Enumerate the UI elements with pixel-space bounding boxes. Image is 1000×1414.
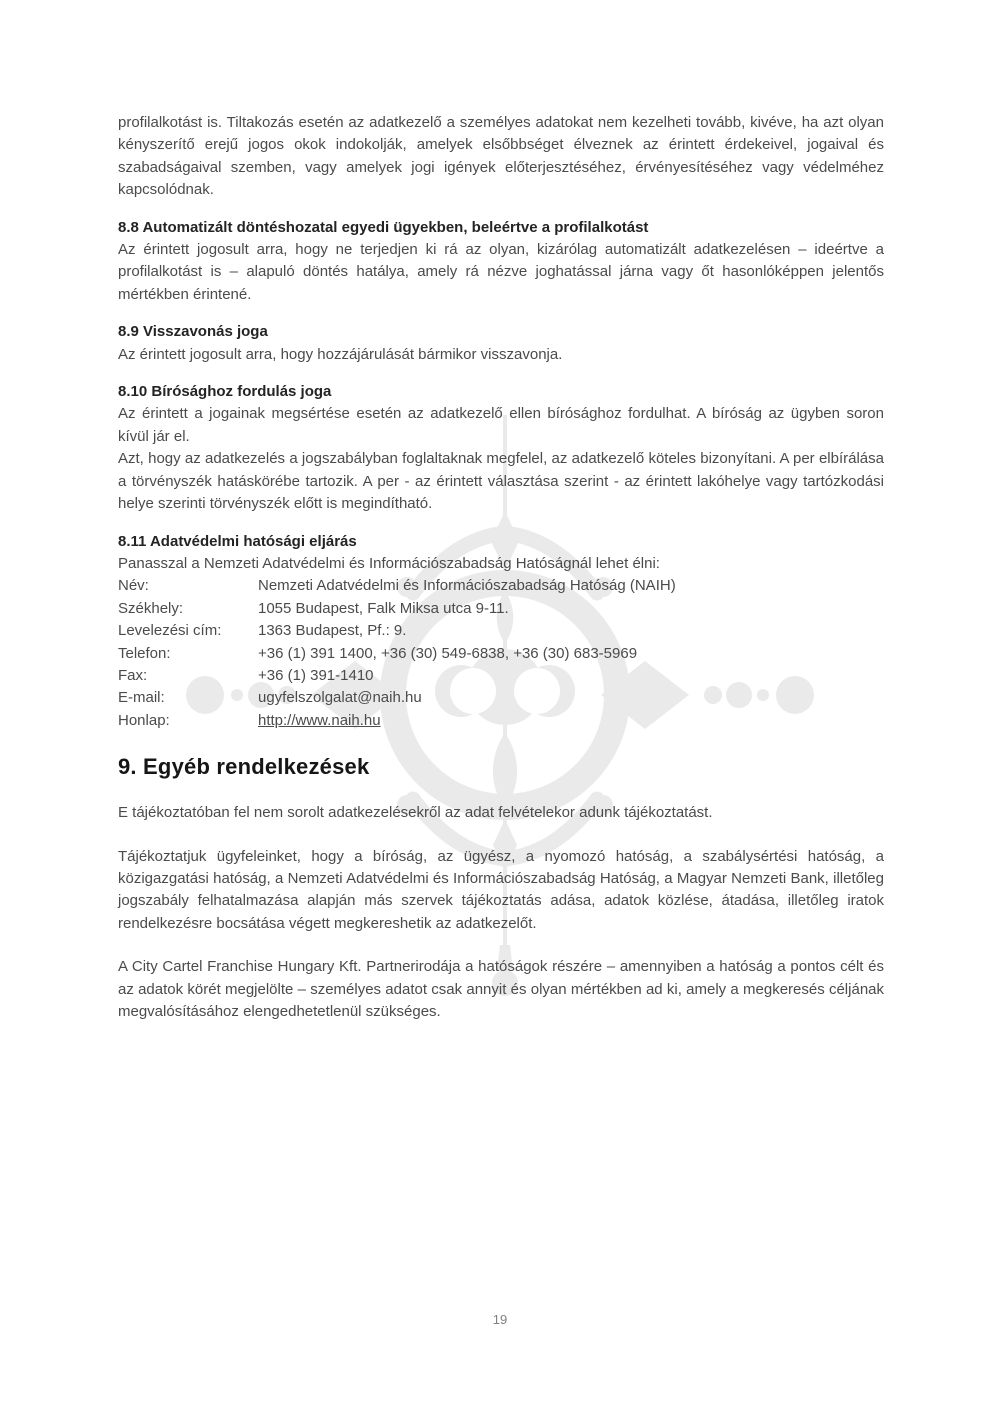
chapter-9-paragraph-3: A City Cartel Franchise Hungary Kft. Partnerirodája a hatóságok részére – amennyiben a hatóság a pontos célt és az adatok körét megjelölte – személyes adatot csak annyit és olyan mértékben ad ki, amely a megkeresés céljának megvalósításához elengedhetetlenül szükséges. xyxy=(118,958,884,1020)
contact-label: E-mail: xyxy=(118,689,165,707)
contact-row-phone xyxy=(118,643,884,665)
section-8-11-intro: Panasszal a Nemzeti Adatvédelmi és Információszabadság Hatóságnál lehet élni: xyxy=(118,554,660,572)
contact-row-name xyxy=(118,575,884,597)
contact-value: Nemzeti Adatvédelmi és Információszabadság Hatóság (NAIH) xyxy=(258,577,676,595)
section-8-10-paragraph-1: Az érintett a jogainak megsértése esetén az adatkezelő ellen bírósághoz fordulhat. A bíróság az ügyben soron kívül jár el. xyxy=(118,405,884,445)
section-8-11-title: 8.11 Adatvédelmi hatósági eljárás xyxy=(118,532,357,550)
section-8-8-title: 8.8 Automatizált döntéshozatal egyedi ügyekben, beleértve a profilalkotást xyxy=(118,218,649,236)
section-8-9-paragraph: Az érintett jogosult arra, hogy hozzájárulását bármikor visszavonja. xyxy=(118,345,563,363)
contact-label: Levelezési cím: xyxy=(118,622,222,640)
document-content xyxy=(118,112,884,1023)
contact-row-address xyxy=(118,598,884,620)
chapter-9-title: 9. Egyéb rendelkezések xyxy=(118,754,370,780)
contact-value-wrap xyxy=(258,710,884,732)
chapter-9-paragraph-2: Tájékoztatjuk ügyfeleinket, hogy a bíróság, az ügyész, a nyomozó hatóság, a szabálysértési hatóság, a közigazgatási hatóság, a Nemzeti Adatvédelmi és Információszabadság Hatóság, a Magyar Nemzeti Bank, illetőleg jogszabály felhatalmazása alapján más szervek tájékoztatás adása, adatok közlése, átadása, illetőleg iratok rendelkezésre bocsátása végett megkereshetik az adatkezelőt. xyxy=(118,847,884,932)
page-number: 19 xyxy=(492,1312,508,1327)
section-8-10-title: 8.10 Bírósághoz fordulás joga xyxy=(118,383,332,401)
contact-row-email xyxy=(118,687,884,709)
contact-value: ugyfelszolgalat@naih.hu xyxy=(258,689,422,707)
contact-table xyxy=(118,575,884,732)
contact-row-mailing-address xyxy=(118,620,884,642)
section-8-10-paragraph-2: Azt, hogy az adatkezelés a jogszabályban foglaltaknak megfelel, az adatkezelő köteles bizonyítani. A per elbírálása a törvényszék hatáskörébe tartozik. A per - az érintett választása szerint - az érintett lakóhelye vagy tartózkodási helye szerinti törvényszék előtt is megindítható. xyxy=(118,450,884,513)
naih-website-link[interactable]: http://www.naih.hu xyxy=(258,711,381,729)
contact-row-website xyxy=(118,710,884,732)
section-8-8-paragraph: Az érintett jogosult arra, hogy ne terjedjen ki rá az olyan, kizárólag automatizált adatkezelésen – ideértve a profilalkotást is – alapuló döntés hatálya, amely rá nézve joghatással járna vagy őt hasonlóképpen jelentős mértékben érintené. xyxy=(118,241,884,303)
contact-value: +36 (1) 391-1410 xyxy=(258,666,374,684)
section-8-9-title: 8.9 Visszavonás joga xyxy=(118,323,268,341)
chapter-9-paragraph-1: E tájékoztatóban fel nem sorolt adatkezelésekről az adat felvételekor adunk tájékoztatást. xyxy=(118,804,713,822)
contact-label: Honlap: xyxy=(118,711,170,729)
contact-label: Fax: xyxy=(118,666,148,684)
contact-label: Név: xyxy=(118,577,149,595)
contact-row-fax xyxy=(118,665,884,687)
contact-value: 1363 Budapest, Pf.: 9. xyxy=(258,622,407,640)
contact-value: 1055 Budapest, Falk Miksa utca 9-11. xyxy=(258,599,509,617)
contact-value: +36 (1) 391 1400, +36 (30) 549-6838, +36 (30) 683-5969 xyxy=(258,644,638,662)
contact-label: Telefon: xyxy=(118,644,171,662)
intro-paragraph: profilalkotást is. Tiltakozás esetén az adatkezelő a személyes adatokat nem kezelheti tovább, kivéve, ha azt olyan kényszerítő erejű jogos okok indokolják, amelyek elsőbbséget élveznek az érintett érdekeivel, jogaival és szabadságaival szemben, vagy amelyek jogi igények előterjesztéséhez, érvényesítéséhez vagy védelméhez kapcsolódnak. xyxy=(118,114,884,199)
contact-label: Székhely: xyxy=(118,599,184,617)
